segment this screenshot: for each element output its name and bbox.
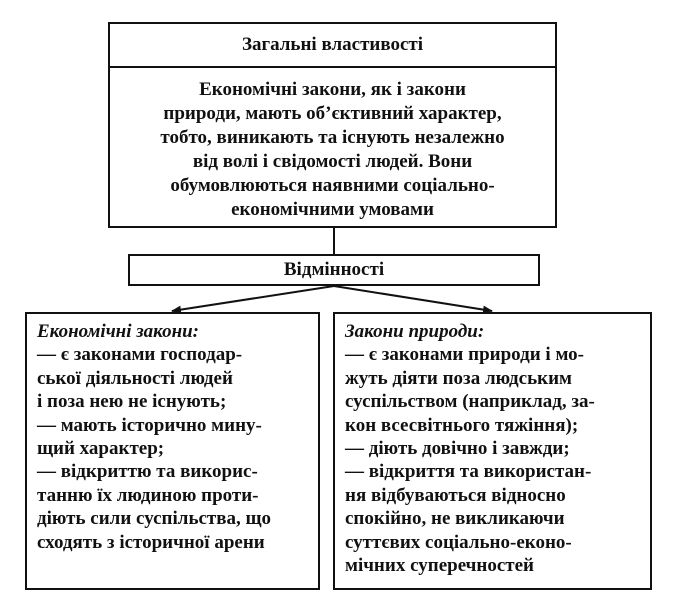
- natural-laws-line: — діють довічно і завжди;: [345, 438, 570, 460]
- general-properties-text: [110, 68, 555, 222]
- economic-laws-line: — є законами господар-: [37, 344, 243, 366]
- economic-laws-box: [25, 312, 320, 590]
- general-line: Економічні закони, як і закони: [199, 79, 466, 100]
- general-properties-box: [108, 22, 557, 228]
- general-line: тобто, виникають та існують незалежно: [160, 127, 505, 148]
- economic-laws-line: — відкриттю та викорис-: [37, 461, 258, 483]
- economic-laws-line: і поза нею не існують;: [37, 391, 227, 413]
- economic-laws-line: — мають історично мину-: [37, 414, 262, 436]
- natural-laws-box: [333, 312, 652, 590]
- differences-title: Відмінності: [283, 259, 385, 280]
- economic-laws-line: ської діяльності людей: [37, 367, 233, 389]
- natural-laws-line: суспільством (наприклад, за-: [345, 391, 595, 413]
- general-line: обумовлюються наявними соціально-: [170, 175, 495, 196]
- arrow-to-natural-laws: [334, 286, 492, 311]
- general-line: від волі і свідомості людей. Вони: [192, 151, 473, 172]
- economic-laws-line: танню їх людиною проти-: [37, 484, 259, 506]
- economic-laws-line: щий характер;: [37, 438, 165, 460]
- economic-laws-line: сходять з історичної арени: [37, 531, 265, 553]
- economic-laws-heading: Економічні закони:: [37, 321, 200, 342]
- natural-laws-line: кон всесвітнього тяжіння);: [345, 414, 579, 436]
- natural-laws-line: жуть діяти поза людським: [345, 367, 572, 389]
- natural-laws-line: — відкриття та використан-: [345, 461, 592, 483]
- general-properties-title: Загальні властивості: [110, 24, 555, 68]
- natural-laws-line: ня відбуваються відносно: [345, 484, 566, 506]
- arrow-to-economic-laws: [172, 286, 334, 311]
- natural-laws-heading: Закони природи:: [345, 321, 485, 342]
- natural-laws-line: — є законами природи і мо-: [345, 344, 584, 366]
- economic-laws-line: діють сили суспільства, що: [37, 508, 272, 530]
- general-line: природи, мають об’єктивний характер,: [163, 103, 502, 124]
- general-line: економічними умовами: [231, 199, 434, 220]
- natural-laws-line: суттєвих соціально-еконо-: [345, 531, 572, 553]
- differences-box: [128, 254, 540, 286]
- natural-laws-line: мічних суперечностей: [345, 555, 534, 577]
- natural-laws-line: спокійно, не викликаючи: [345, 508, 565, 530]
